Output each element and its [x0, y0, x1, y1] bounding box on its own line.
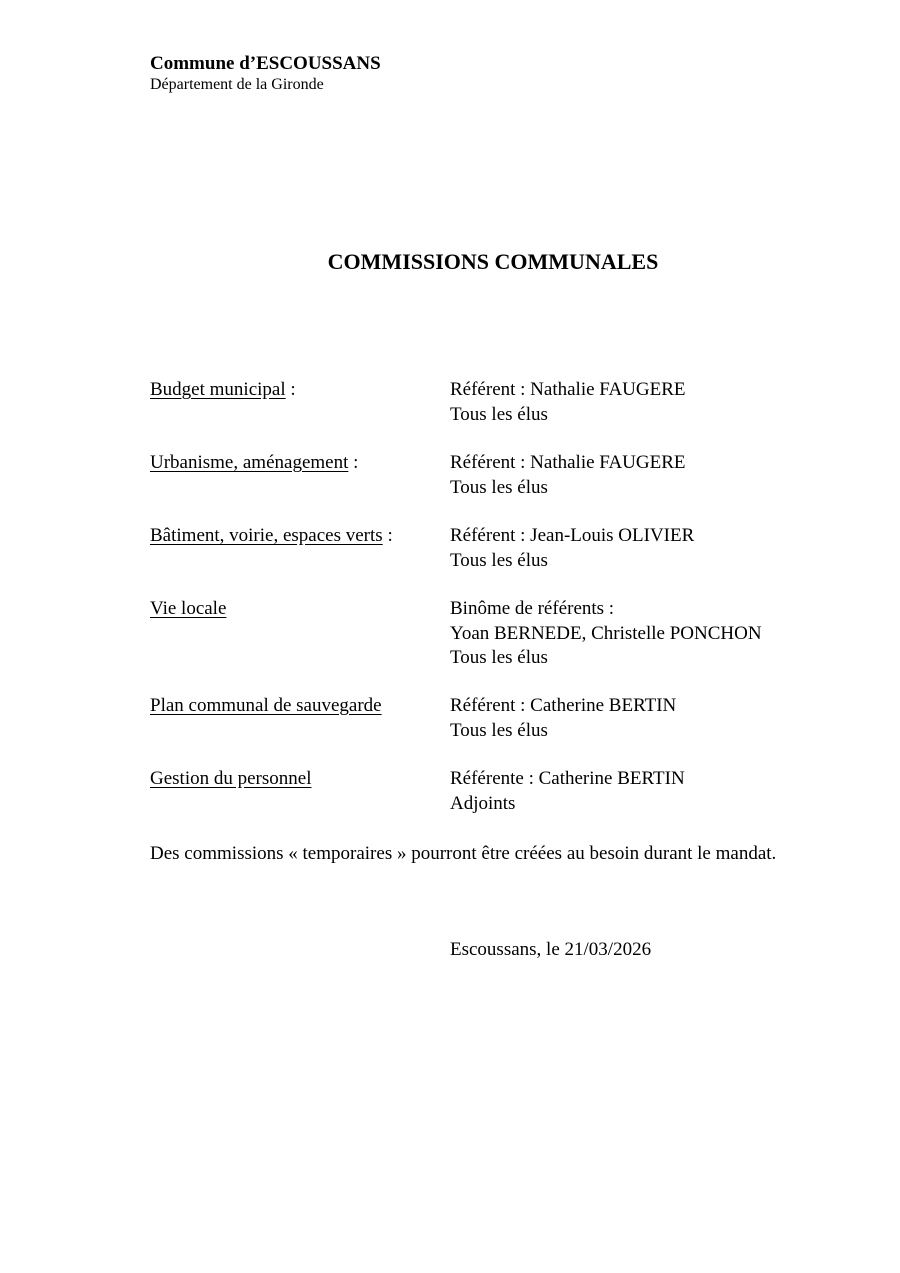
- commission-name: Vie locale: [150, 598, 227, 619]
- page-title: COMMISSIONS COMMUNALES: [327, 249, 659, 274]
- letterhead: [150, 53, 381, 95]
- referent-line: Référente : Catherine BERTIN: [450, 768, 685, 789]
- referent-line: Référent : Nathalie FAUGERE: [450, 379, 686, 400]
- referent-line: Référent : Catherine BERTIN: [450, 695, 677, 716]
- commission-label: [150, 767, 311, 791]
- commission-name: Plan communal de sauvegarde: [150, 695, 382, 716]
- commission-name: Budget municipal: [150, 379, 286, 400]
- commission-members: [450, 524, 694, 573]
- members-line: Tous les élus: [450, 403, 548, 425]
- commission-label-suffix: :: [285, 379, 296, 400]
- members-line: Adjoints: [450, 792, 516, 814]
- commission-label: [150, 451, 358, 475]
- commission-members: [450, 694, 676, 743]
- commission-members: [450, 767, 685, 816]
- members-line: Tous les élus: [450, 647, 548, 668]
- referent-names-line: Yoan BERNEDE, Christelle PONCHON: [450, 622, 762, 644]
- place-and-date: Escoussans, le 21/03/2026: [450, 939, 652, 960]
- commission-name: Gestion du personnel: [150, 768, 312, 789]
- commission-members: [450, 378, 686, 427]
- members-line: Tous les élus: [450, 476, 548, 498]
- commission-label: [150, 524, 393, 548]
- commission-members: [450, 597, 762, 671]
- commission-name: Bâtiment, voirie, espaces verts: [150, 525, 383, 546]
- members-line: Tous les élus: [450, 719, 548, 741]
- referent-line: Binôme de référents :: [450, 598, 615, 619]
- commune-name: Commune d’ESCOUSSANS: [150, 53, 381, 74]
- referent-line: Référent : Nathalie FAUGERE: [450, 452, 686, 473]
- commission-label-suffix: :: [348, 452, 359, 473]
- members-line: Tous les élus: [450, 549, 548, 571]
- commission-label-suffix: :: [382, 525, 393, 546]
- commission-name: Urbanisme, aménagement: [150, 452, 349, 473]
- commission-label: [150, 694, 382, 718]
- commission-members: [450, 451, 686, 500]
- department-name: Département de la Gironde: [150, 76, 324, 93]
- temporary-commissions-note: Des commissions « temporaires » pourront être créées au besoin durant le mandat.: [150, 843, 777, 864]
- referent-line: Référent : Jean-Louis OLIVIER: [450, 525, 695, 546]
- commission-label: [150, 378, 296, 402]
- commission-label: [150, 597, 226, 621]
